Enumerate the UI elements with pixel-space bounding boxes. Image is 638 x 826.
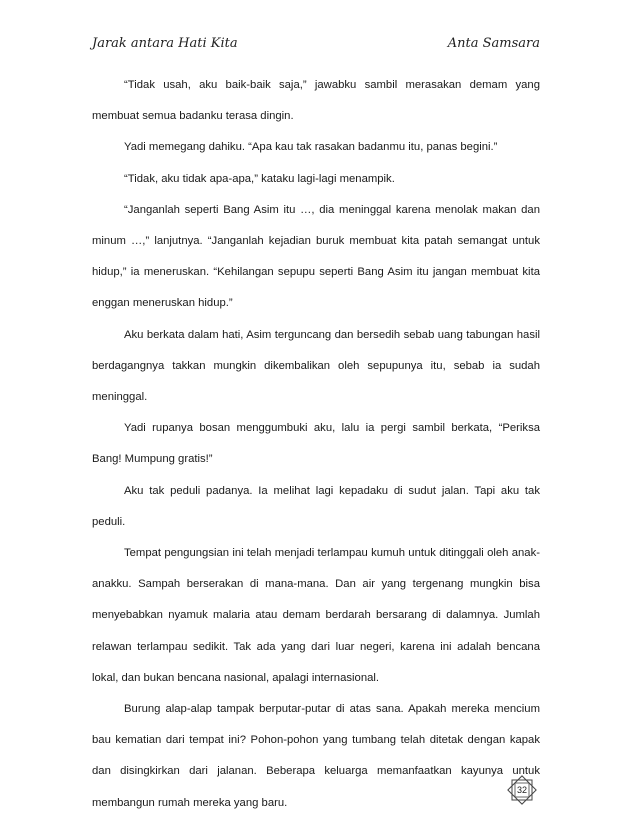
paragraph: Tempat pengungsian ini telah menjadi terlampau kumuh untuk ditinggali oleh anak-anakku. Sampah berserakan di mana-mana. Dan air yang tergenang mungkin bisa menyebabkan nyamuk malaria atau demam berdarah bersarang di dalamnya. Jumlah relawan terlampau sedikit. Tak ada yang dari luar negeri, karena ini adalah bencana lokal, dan bukan bencana nasional, apalagi internasional. — [92, 547, 540, 684]
header-author: Anta Samsara — [447, 36, 540, 51]
paragraph: “Tidak, aku tidak apa-apa,” kataku lagi-lagi menampik. — [124, 172, 395, 185]
page-body — [92, 70, 540, 819]
header-book-title: Jarak antara Hati Kita — [92, 36, 238, 51]
paragraph: “Janganlah seperti Bang Asim itu …, dia meninggal karena menolak makan dan minum …,” lanjutnya. “Janganlah kejadian buruk membuat kita patah semangat untuk hidup,” ia meneruskan. “Kehilangan sepupu seperti Bang Asim itu jangan membuat kita enggan meneruskan hidup.” — [92, 203, 540, 310]
paragraph: Aku berkata dalam hati, Asim terguncang dan bersedih sebab uang tabungan hasil berdagangnya takkan mungkin dikembalikan oleh sepupunya itu, sebab ia sudah meninggal. — [92, 328, 540, 404]
running-header — [92, 36, 540, 56]
paragraph: Burung alap-alap tampak berputar-putar di atas sana. Apakah mereka mencium bau kematian dari tempat ini? Pohon-pohon yang tumbang telah ditetak dengan kapak dan disingkirkan dari jalanan. Beberapa keluarga memanfaatkan kayunya untuk membangun rumah mereka yang baru. — [92, 703, 540, 809]
page-number-badge — [504, 772, 540, 808]
paragraph: “Tidak usah, aku baik-baik saja,” jawabku sambil merasakan demam yang membuat semua badanku terasa dingin. — [92, 79, 540, 123]
paragraph: Yadi rupanya bosan menggumbuki aku, lalu ia pergi sambil berkata, “Periksa Bang! Mumpung gratis!” — [92, 422, 540, 466]
paragraph: Yadi memegang dahiku. “Apa kau tak rasakan badanmu itu, panas begini.” — [124, 141, 498, 154]
paragraph: Aku tak peduli padanya. Ia melihat lagi kepadaku di sudut jalan. Tapi aku tak peduli. — [92, 484, 540, 528]
page-number: 32 — [516, 785, 527, 795]
